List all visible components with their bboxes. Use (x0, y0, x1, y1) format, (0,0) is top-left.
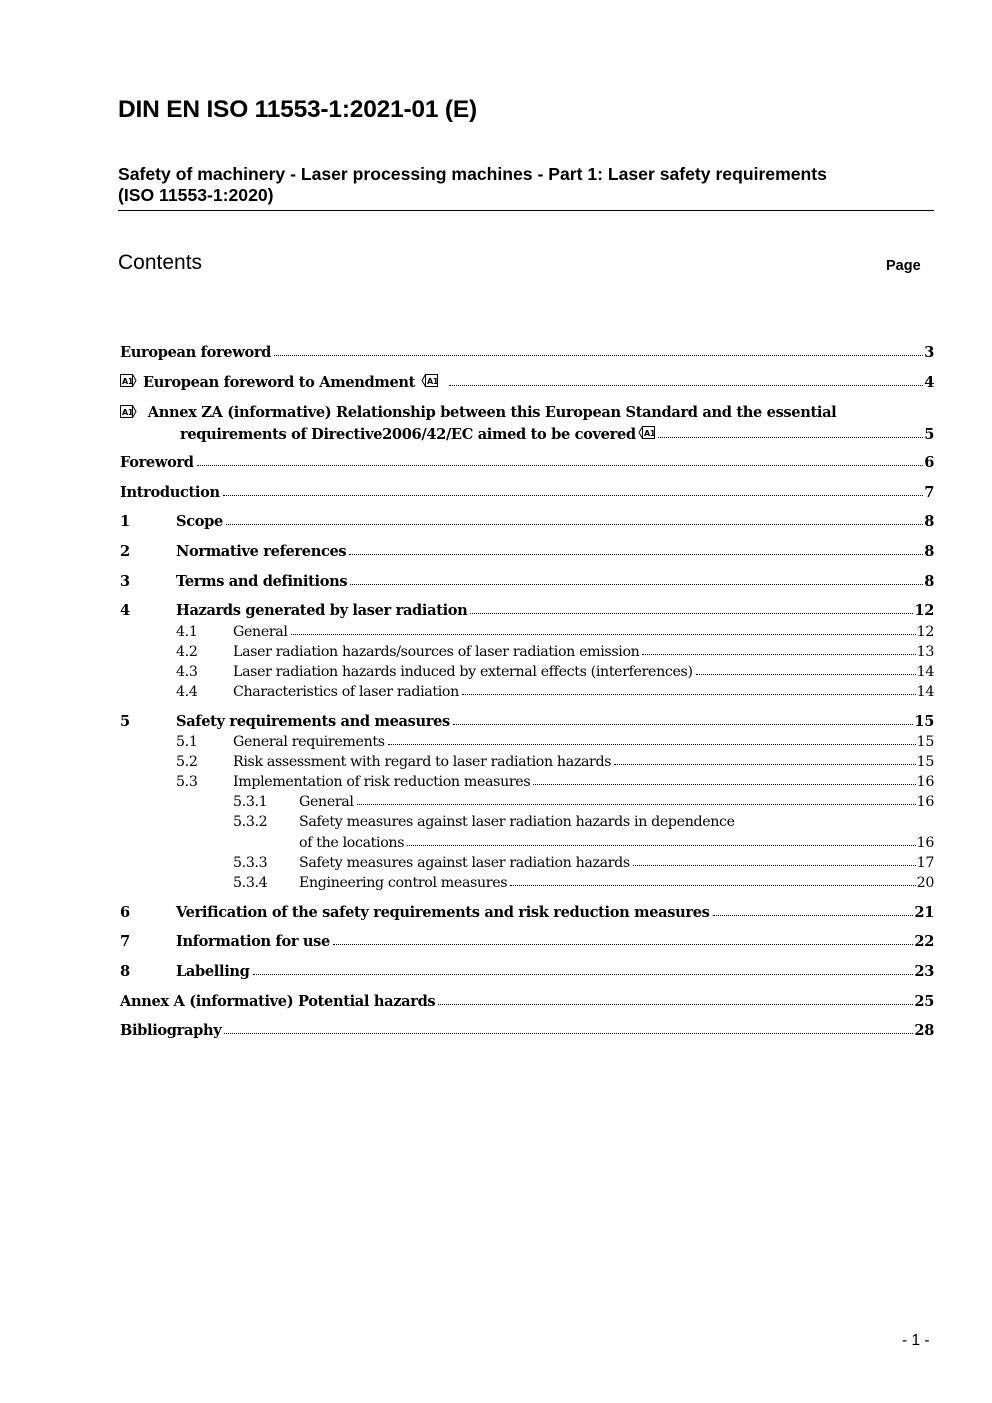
amendment-mark-text: A1 (122, 408, 134, 417)
toc-entry-label: Information for use (176, 933, 330, 950)
toc-entry-section-6[interactable] (120, 903, 934, 923)
toc-entry-section-5-3-1[interactable] (233, 792, 934, 812)
toc-entry-section-1[interactable] (120, 512, 934, 532)
toc-entry-section-4-1[interactable] (176, 622, 934, 642)
toc-entry-page: 22 (914, 933, 934, 950)
toc-entry-page: 8 (924, 573, 934, 590)
dot-leader (350, 584, 923, 585)
toc-entry-page: 8 (924, 513, 934, 530)
toc-entry-page: 12 (914, 602, 934, 619)
toc-entry-label: General (299, 794, 354, 810)
toc-entry-label: Introduction (120, 484, 220, 501)
document-title: DIN EN ISO 11553-1:2021-01 (E) (118, 96, 477, 123)
toc-entry-page: 21 (914, 904, 934, 921)
toc-entry-label: General requirements (233, 734, 385, 750)
dot-leader (333, 944, 913, 945)
toc-entry-label: European foreword (120, 344, 272, 361)
toc-entry-annex-za-line2[interactable] (180, 425, 934, 445)
dot-leader (614, 764, 915, 765)
toc-entry-page: 16 (916, 774, 934, 790)
toc-entry-section-4-4[interactable] (176, 682, 934, 702)
title-divider (118, 210, 934, 211)
toc-entry-number: 5.2 (176, 754, 198, 770)
subtitle-line-1: Safety of machinery - Laser processing machines - Part 1: Laser safety requirements (118, 164, 827, 184)
toc-entry-page: 3 (924, 344, 934, 361)
toc-entry-number: 8 (120, 963, 130, 980)
toc-entry-label: Implementation of risk reduction measures (233, 774, 531, 790)
dot-leader (388, 744, 916, 745)
toc-entry-annex-a[interactable] (120, 992, 934, 1012)
toc-entry-section-4-3[interactable] (176, 662, 934, 682)
toc-entry-number: 6 (120, 904, 130, 921)
toc-entry-label: Safety requirements and measures (176, 713, 450, 730)
toc-entry-number: 5 (120, 713, 130, 730)
toc-entry-label: Engineering control measures (299, 875, 508, 891)
toc-entry-page: 25 (914, 993, 934, 1010)
toc-entry-page: 8 (924, 543, 934, 560)
toc-entry-page: 15 (914, 713, 934, 730)
toc-entry-number: 3 (120, 573, 130, 590)
dot-leader (407, 845, 916, 846)
toc-entry-number: 5.3.4 (233, 875, 268, 891)
toc-entry-introduction[interactable] (120, 483, 934, 503)
dot-leader (224, 1033, 913, 1034)
amendment-end-icon (638, 426, 655, 439)
toc-entry-number: 1 (120, 513, 130, 530)
dot-leader (510, 885, 915, 886)
dot-leader (633, 865, 916, 866)
toc-entry-section-4[interactable] (120, 601, 934, 621)
toc-entry-section-5-1[interactable] (176, 732, 934, 752)
toc-entry-page: 12 (916, 624, 934, 640)
dot-leader (449, 385, 923, 386)
toc-entry-label-continued: of the locations (299, 835, 405, 851)
toc-entry-european-foreword-amendment[interactable] (120, 373, 934, 393)
toc-entry-number: 5.3.2 (233, 814, 268, 830)
page-number: - 1 - (902, 1332, 930, 1349)
amendment-start-icon (120, 405, 137, 418)
toc-entry-section-5-2[interactable] (176, 752, 934, 772)
toc-entry-number: 5.3.3 (233, 855, 268, 871)
toc-entry-page: 13 (916, 644, 934, 660)
toc-entry-label: Risk assessment with regard to laser radiation hazards (233, 754, 612, 770)
toc-entry-section-8[interactable] (120, 962, 934, 982)
dot-leader (357, 804, 916, 805)
page-column-label: Page (886, 258, 921, 274)
toc-entry-label: Normative references (176, 543, 347, 560)
contents-heading: Contents (118, 251, 203, 274)
toc-entry-page: 15 (916, 734, 934, 750)
toc-entry-foreword[interactable] (120, 453, 934, 473)
toc-entry-section-2[interactable] (120, 542, 934, 562)
toc-entry-page: 17 (916, 855, 934, 871)
toc-entry-page: 5 (924, 426, 934, 443)
dot-leader (349, 554, 923, 555)
toc-entry-section-5-3-2-line2[interactable] (299, 833, 934, 853)
dot-leader (291, 634, 916, 635)
toc-entry-section-5-3-2-line1[interactable] (233, 812, 934, 832)
toc-entry-page: 16 (916, 835, 934, 851)
dot-leader (533, 784, 915, 785)
toc-entry-section-4-2[interactable] (176, 642, 934, 662)
toc-entry-number: 4.4 (176, 684, 198, 700)
dot-leader (438, 1004, 913, 1005)
toc-entry-section-5-3-4[interactable] (233, 873, 934, 893)
amendment-start-icon (120, 374, 137, 387)
toc-entry-number: 4.2 (176, 644, 198, 660)
toc-entry-label: Laser radiation hazards/sources of laser radiation emission (233, 644, 640, 660)
toc-entry-label: European foreword to Amendment (143, 374, 416, 391)
toc-entry-page: 16 (916, 794, 934, 810)
toc-entry-label: Safety measures against laser radiation hazards in dependence (299, 814, 735, 830)
toc-entry-page: 14 (916, 684, 934, 700)
dot-leader (223, 495, 923, 496)
toc-entry-page: 6 (924, 454, 934, 471)
toc-entry-section-5[interactable] (120, 712, 934, 732)
toc-entry-number: 4.3 (176, 664, 198, 680)
toc-entry-european-foreword[interactable] (120, 343, 934, 363)
toc-entry-label: Scope (176, 513, 223, 530)
dot-leader (226, 524, 923, 525)
dot-leader (453, 724, 913, 725)
toc-entry-number: 5.3.1 (233, 794, 268, 810)
toc-entry-section-5-3-3[interactable] (233, 853, 934, 873)
toc-entry-page: 15 (916, 754, 934, 770)
toc-entry-number: 5.1 (176, 734, 198, 750)
dot-leader (642, 654, 915, 655)
toc-entry-label: Annex ZA (informative) Relationship between this European Standard and the essential (147, 404, 837, 421)
toc-entry-section-3[interactable] (120, 572, 934, 592)
toc-entry-number: 4 (120, 602, 130, 619)
document-subtitle (118, 164, 933, 206)
dot-leader (274, 355, 923, 356)
toc-entry-number: 4.1 (176, 624, 198, 640)
dot-leader (197, 465, 924, 466)
subtitle-line-2: (ISO 11553-1:2020) (118, 185, 274, 205)
amendment-mark-text: A1 (643, 429, 655, 438)
toc-entry-number: 2 (120, 543, 130, 560)
dot-leader (462, 694, 916, 695)
toc-entry-section-5-3[interactable] (176, 772, 934, 792)
dot-leader (253, 974, 914, 975)
toc-entry-label: Labelling (176, 963, 250, 980)
dot-leader (696, 674, 916, 675)
amendment-mark-text: A1 (427, 377, 439, 386)
toc-entry-number: 5.3 (176, 774, 198, 790)
toc-entry-page: 23 (914, 963, 934, 980)
toc-entry-label: Characteristics of laser radiation (233, 684, 459, 700)
toc-entry-label: Laser radiation hazards induced by external effects (interferences) (233, 664, 693, 680)
toc-entry-page: 28 (914, 1022, 934, 1039)
toc-entry-label: Terms and definitions (176, 573, 348, 590)
toc-entry-page: 14 (916, 664, 934, 680)
toc-entry-label: Bibliography (120, 1022, 222, 1039)
dot-leader (713, 915, 914, 916)
toc-entry-label: General (233, 624, 288, 640)
toc-entry-label: Safety measures against laser radiation hazards (299, 855, 630, 871)
amendment-end-icon (421, 374, 438, 387)
toc-entry-annex-za-line1[interactable] (120, 403, 836, 423)
toc-entry-label: Foreword (120, 454, 194, 471)
toc-entry-page: 20 (916, 875, 934, 891)
toc-entry-bibliography[interactable] (120, 1021, 934, 1041)
amendment-mark-text: A1 (122, 377, 134, 386)
toc-entry-label-continued: requirements of Directive2006/42/EC aimed to be covered (180, 426, 636, 443)
toc-entry-number: 7 (120, 933, 130, 950)
dot-leader (658, 437, 923, 438)
toc-entry-label: Hazards generated by laser radiation (176, 602, 468, 619)
dot-leader (470, 613, 913, 614)
toc-entry-section-7[interactable] (120, 932, 934, 952)
toc-entry-page: 4 (924, 374, 934, 391)
toc-entry-page: 7 (924, 484, 934, 501)
toc-entry-label: Verification of the safety requirements and risk reduction measures (176, 904, 710, 921)
toc-entry-label: Annex A (informative) Potential hazards (120, 993, 436, 1010)
